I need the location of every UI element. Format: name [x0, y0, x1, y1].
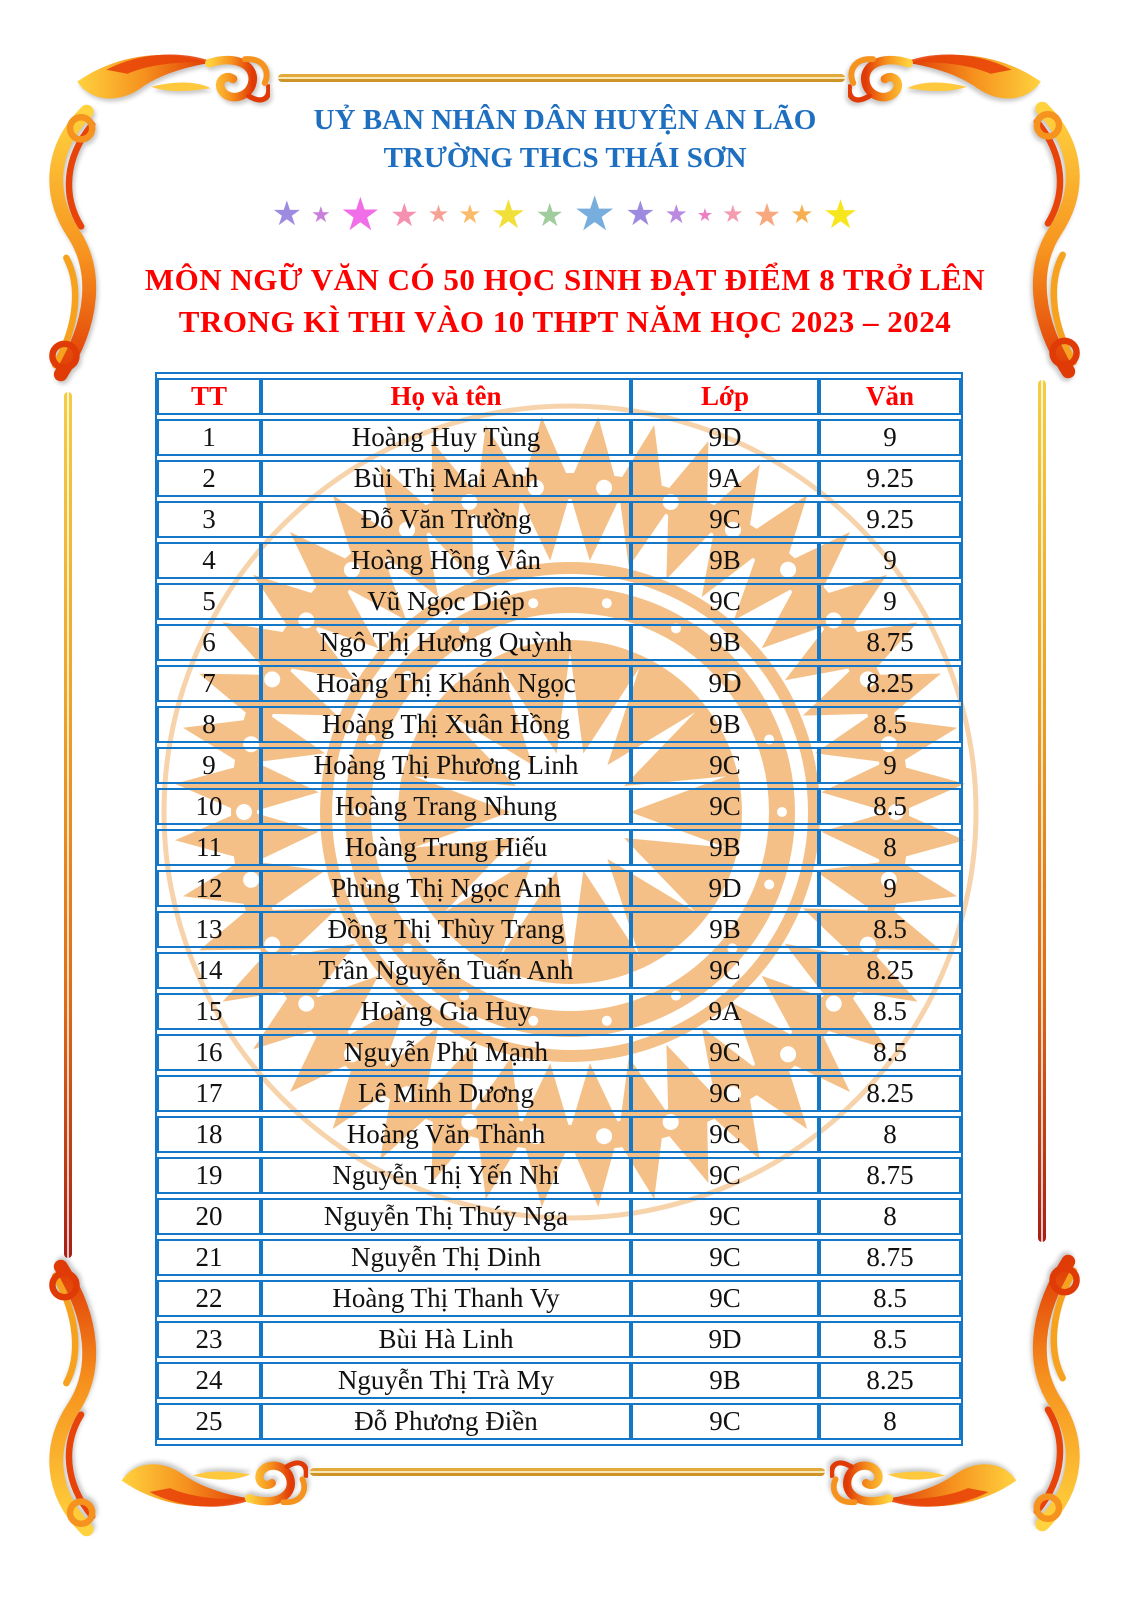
cell-score: 8.25	[819, 665, 961, 702]
cell-tt: 11	[157, 829, 261, 866]
star-icon: ★	[390, 197, 419, 233]
cell-class: 9C	[631, 952, 819, 989]
cell-tt: 4	[157, 542, 261, 579]
cell-name: Vũ Ngọc Diệp	[261, 583, 631, 620]
cell-name: Đồng Thị Thùy Trang	[261, 911, 631, 948]
cell-class: 9C	[631, 747, 819, 784]
cell-name: Hoàng Thị Phương Linh	[261, 747, 631, 784]
cell-class: 9D	[631, 665, 819, 702]
star-icon: ★	[427, 202, 450, 228]
org-name-line1: UỶ BAN NHÂN DÂN HUYỆN AN LÃO	[313, 104, 817, 136]
table-row	[157, 788, 961, 825]
cell-score: 8.5	[819, 993, 961, 1030]
col-header-class: Lớp	[631, 378, 819, 415]
corner-flourish-top-right-icon	[848, 40, 1046, 114]
cell-class: 9B	[631, 624, 819, 661]
cell-class: 9B	[631, 829, 819, 866]
frame-line-top	[278, 74, 845, 82]
cell-tt: 8	[157, 706, 261, 743]
table-row	[157, 1362, 961, 1399]
table-row	[157, 665, 961, 702]
star-icon: ★	[722, 202, 744, 228]
table-header-row	[157, 378, 961, 415]
cell-class: 9D	[631, 870, 819, 907]
cell-score: 8.5	[819, 911, 961, 948]
cell-tt: 9	[157, 747, 261, 784]
cell-tt: 19	[157, 1157, 261, 1194]
star-icon: ★	[664, 200, 688, 229]
cell-tt: 1	[157, 419, 261, 456]
star-icon: ★	[625, 196, 656, 233]
cell-class: 9C	[631, 1198, 819, 1235]
cell-score: 8	[819, 829, 961, 866]
cell-tt: 7	[157, 665, 261, 702]
cell-class: 9B	[631, 542, 819, 579]
frame-line-right	[1038, 380, 1046, 1242]
cell-score: 8	[819, 1403, 961, 1440]
cell-tt: 20	[157, 1198, 261, 1235]
col-header-tt: TT	[157, 378, 261, 415]
cell-score: 8.75	[819, 624, 961, 661]
cell-class: 9C	[631, 788, 819, 825]
page-title-line1: MÔN NGỮ VĂN CÓ 50 HỌC SINH ĐẠT ĐIỂM 8 TRỞ LÊN	[144, 262, 986, 297]
cell-tt: 23	[157, 1321, 261, 1358]
side-flourish-right-bottom-icon	[1022, 1245, 1096, 1541]
cell-class: 9C	[631, 1239, 819, 1276]
cell-tt: 10	[157, 788, 261, 825]
cell-name: Đỗ Phương Điền	[261, 1403, 631, 1440]
cell-score: 8.5	[819, 1321, 961, 1358]
star-icon: ★	[311, 202, 331, 227]
cell-class: 9A	[631, 460, 819, 497]
table-row	[157, 1116, 961, 1153]
star-icon: ★	[458, 200, 482, 229]
cell-class: 9C	[631, 1280, 819, 1317]
table-row	[157, 501, 961, 538]
cell-name: Nguyễn Thị Thúy Nga	[261, 1198, 631, 1235]
star-icon: ★	[696, 205, 714, 225]
org-name-line2: TRƯỜNG THCS THÁI SƠN	[383, 142, 747, 174]
table-row	[157, 829, 961, 866]
star-icon: ★	[271, 196, 303, 233]
cell-name: Hoàng Thị Thanh Vy	[261, 1280, 631, 1317]
cell-class: 9C	[631, 1075, 819, 1112]
cell-tt: 15	[157, 993, 261, 1030]
table-row	[157, 870, 961, 907]
cell-name: Hoàng Trung Hiếu	[261, 829, 631, 866]
page-title-line2: TRONG KÌ THI VÀO 10 THPT NĂM HỌC 2023 – 2024	[178, 304, 952, 339]
cell-name: Trần Nguyễn Tuấn Anh	[261, 952, 631, 989]
cell-tt: 18	[157, 1116, 261, 1153]
frame-line-bottom	[310, 1468, 825, 1476]
table-row	[157, 952, 961, 989]
cell-score: 9.25	[819, 501, 961, 538]
cell-class: 9C	[631, 1403, 819, 1440]
table-row	[157, 747, 961, 784]
star-divider	[0, 190, 1130, 240]
side-flourish-left-top-icon	[33, 95, 107, 391]
star-icon: ★	[573, 188, 617, 241]
table-row	[157, 542, 961, 579]
cell-class: 9D	[631, 419, 819, 456]
cell-score: 9	[819, 747, 961, 784]
table-row	[157, 1198, 961, 1235]
cell-name: Bùi Thị Mai Anh	[261, 460, 631, 497]
table-row	[157, 1280, 961, 1317]
cell-name: Nguyễn Phú Mạnh	[261, 1034, 631, 1071]
score-table	[155, 372, 963, 1446]
table-row	[157, 1403, 961, 1440]
cell-score: 8.5	[819, 1280, 961, 1317]
cell-score: 8.5	[819, 788, 961, 825]
cell-name: Hoàng Văn Thành	[261, 1116, 631, 1153]
star-icon: ★	[752, 197, 782, 233]
table-row	[157, 1321, 961, 1358]
table-row	[157, 706, 961, 743]
cell-class: 9C	[631, 583, 819, 620]
col-header-score: Văn	[819, 378, 961, 415]
cell-tt: 22	[157, 1280, 261, 1317]
cell-tt: 17	[157, 1075, 261, 1112]
table-row	[157, 1239, 961, 1276]
cell-score: 9	[819, 542, 961, 579]
cell-score: 8	[819, 1116, 961, 1153]
cell-name: Hoàng Hồng Vân	[261, 542, 631, 579]
star-icon: ★	[790, 200, 814, 229]
table-row	[157, 1157, 961, 1194]
cell-name: Hoàng Thị Xuân Hồng	[261, 706, 631, 743]
cell-name: Ngô Thị Hương Quỳnh	[261, 624, 631, 661]
star-icon: ★	[822, 192, 859, 237]
cell-tt: 3	[157, 501, 261, 538]
cell-score: 9.25	[819, 460, 961, 497]
cell-class: 9C	[631, 501, 819, 538]
cell-class: 9C	[631, 1034, 819, 1071]
cell-tt: 13	[157, 911, 261, 948]
cell-name: Nguyễn Thị Trà My	[261, 1362, 631, 1399]
cell-score: 8.5	[819, 706, 961, 743]
cell-score: 8.25	[819, 1362, 961, 1399]
cell-name: Bùi Hà Linh	[261, 1321, 631, 1358]
cell-score: 8.25	[819, 952, 961, 989]
star-icon: ★	[535, 197, 565, 233]
table-row	[157, 624, 961, 661]
cell-class: 9C	[631, 1116, 819, 1153]
table-row	[157, 460, 961, 497]
table-row	[157, 1075, 961, 1112]
table-body	[157, 419, 961, 1440]
cell-name: Nguyễn Thị Dinh	[261, 1239, 631, 1276]
cell-name: Hoàng Huy Tùng	[261, 419, 631, 456]
cell-score: 8	[819, 1198, 961, 1235]
cell-score: 9	[819, 870, 961, 907]
cell-name: Nguyễn Thị Yến Nhi	[261, 1157, 631, 1194]
table-row	[157, 1034, 961, 1071]
corner-flourish-bottom-right-icon	[830, 1450, 1022, 1520]
table-row	[157, 993, 961, 1030]
cell-tt: 24	[157, 1362, 261, 1399]
cell-score: 8.25	[819, 1075, 961, 1112]
col-header-name: Họ và tên	[261, 378, 631, 415]
cell-class: 9A	[631, 993, 819, 1030]
cell-name: Hoàng Thị Khánh Ngọc	[261, 665, 631, 702]
cell-tt: 14	[157, 952, 261, 989]
cell-tt: 5	[157, 583, 261, 620]
side-flourish-left-bottom-icon	[33, 1250, 107, 1546]
table-row	[157, 419, 961, 456]
star-icon: ★	[339, 189, 382, 240]
cell-name: Phùng Thị Ngọc Anh	[261, 870, 631, 907]
cell-tt: 6	[157, 624, 261, 661]
cell-class: 9B	[631, 1362, 819, 1399]
cell-score: 8.75	[819, 1239, 961, 1276]
cell-score: 8.75	[819, 1157, 961, 1194]
cell-name: Hoàng Trang Nhung	[261, 788, 631, 825]
cell-tt: 2	[157, 460, 261, 497]
table-row	[157, 583, 961, 620]
cell-score: 9	[819, 583, 961, 620]
cell-tt: 25	[157, 1403, 261, 1440]
cell-class: 9B	[631, 911, 819, 948]
cell-score: 9	[819, 419, 961, 456]
cell-score: 8.5	[819, 1034, 961, 1071]
cell-class: 9C	[631, 1157, 819, 1194]
cell-tt: 16	[157, 1034, 261, 1071]
table-row	[157, 911, 961, 948]
side-flourish-right-top-icon	[1022, 95, 1096, 385]
cell-class: 9B	[631, 706, 819, 743]
cell-name: Lê Minh Dương	[261, 1075, 631, 1112]
cell-name: Hoàng Gia Huy	[261, 993, 631, 1030]
cell-name: Đỗ Văn Trường	[261, 501, 631, 538]
star-icon: ★	[490, 192, 527, 237]
cell-tt: 12	[157, 870, 261, 907]
corner-flourish-bottom-left-icon	[116, 1450, 308, 1520]
cell-tt: 21	[157, 1239, 261, 1276]
cell-class: 9D	[631, 1321, 819, 1358]
frame-line-left	[64, 392, 72, 1258]
